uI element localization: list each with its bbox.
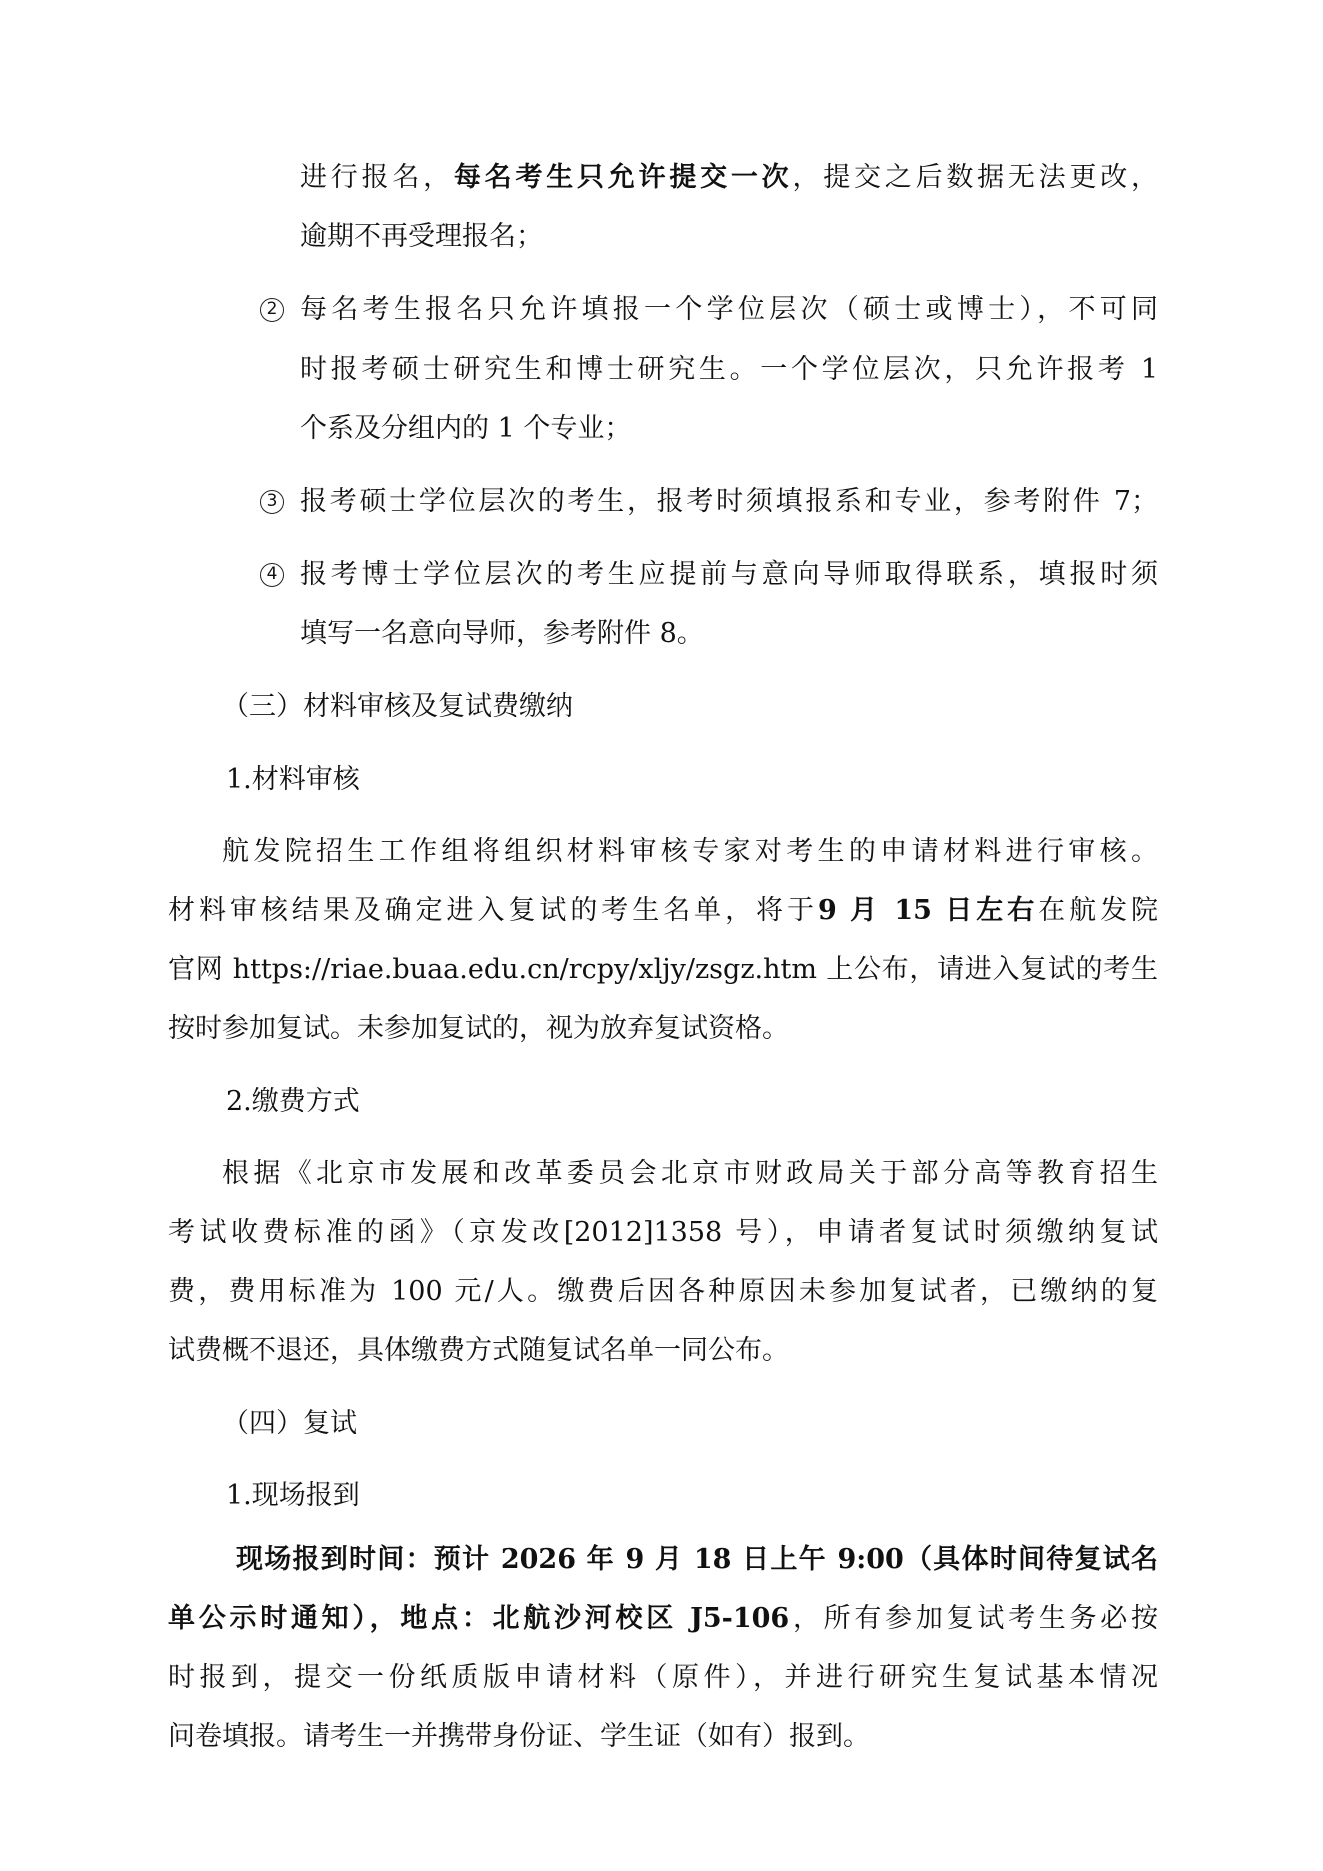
item2-line1: 每名考生报名只允许填报一个学位层次（硕士或博士），不可同 — [300, 294, 1158, 325]
item3-marker: 3 — [260, 490, 284, 514]
section3-para1-line2: 材料审核结果及确定进入复试的考生名单，将于9 月 15 日左右在航发院 — [168, 895, 1159, 926]
section3-para1-line1: 航发院招生工作组将组织材料审核专家对考生的申请材料进行审核。 — [222, 836, 1158, 867]
item2-line2: 时报考硕士研究生和博士研究生。一个学位层次，只允许报考 1 — [300, 354, 1158, 385]
item1-line1: 进行报名，每名考生只允许提交一次，提交之后数据无法更改， — [300, 162, 1159, 193]
section4-heading: （四）复试 — [222, 1408, 357, 1439]
section3-para1-line4: 按时参加复试。未参加复试的，视为放弃复试资格。 — [168, 1013, 789, 1044]
section3-para2-line2: 考试收费标准的函》（京发改[2012]1358 号），申请者复试时须缴纳复试 — [168, 1217, 1158, 1248]
item4-line2: 填写一名意向导师，参考附件 8。 — [300, 618, 704, 649]
section4-para1-line3: 时报到，提交一份纸质版申请材料（原件），并进行研究生复试基本情况 — [168, 1662, 1158, 1693]
item3-line1: 报考硕士学位层次的考生，报考时须填报系和专业，参考附件 7； — [300, 486, 1158, 517]
section3-para2-line4: 试费概不退还，具体缴费方式随复试名单一同公布。 — [168, 1335, 789, 1366]
section4-para1-line1: 现场报到时间：预计 2026 年 9 月 18 日上午 9:00（具体时间待复试名 — [236, 1544, 1158, 1575]
section3-para2-line1: 根据《北京市发展和改革委员会北京市财政局关于部分高等教育招生 — [222, 1158, 1158, 1189]
section3-heading: （三）材料审核及复试费缴纳 — [222, 691, 573, 722]
section4-sub1: 1.现场报到 — [226, 1480, 360, 1511]
item1-line2: 逾期不再受理报名； — [300, 221, 543, 252]
section3-sub1: 1.材料审核 — [226, 764, 360, 795]
section3-para2-line3: 费，费用标准为 100 元/人。缴费后因各种原因未参加复试者，已缴纳的复 — [168, 1276, 1158, 1307]
section3-sub2: 2.缴费方式 — [226, 1086, 360, 1117]
section4-para1-line2: 单公示时通知），地点：北航沙河校区 J5-106，所有参加复试考生务必按 — [168, 1603, 1159, 1634]
item2-line3: 个系及分组内的 1 个专业； — [300, 413, 632, 444]
section4-para1-line4: 问卷填报。请考生一并携带身份证、学生证（如有）报到。 — [168, 1721, 870, 1752]
section3-para1-line3: 官网 https://riae.buaa.edu.cn/rcpy/xljy/zsgz.htm 上公布，请进入复试的考生 — [168, 954, 1158, 985]
item4-line1: 报考博士学位层次的考生应提前与意向导师取得联系，填报时须 — [300, 559, 1158, 590]
item4-marker: 4 — [260, 563, 284, 587]
item2-marker: 2 — [260, 298, 284, 322]
